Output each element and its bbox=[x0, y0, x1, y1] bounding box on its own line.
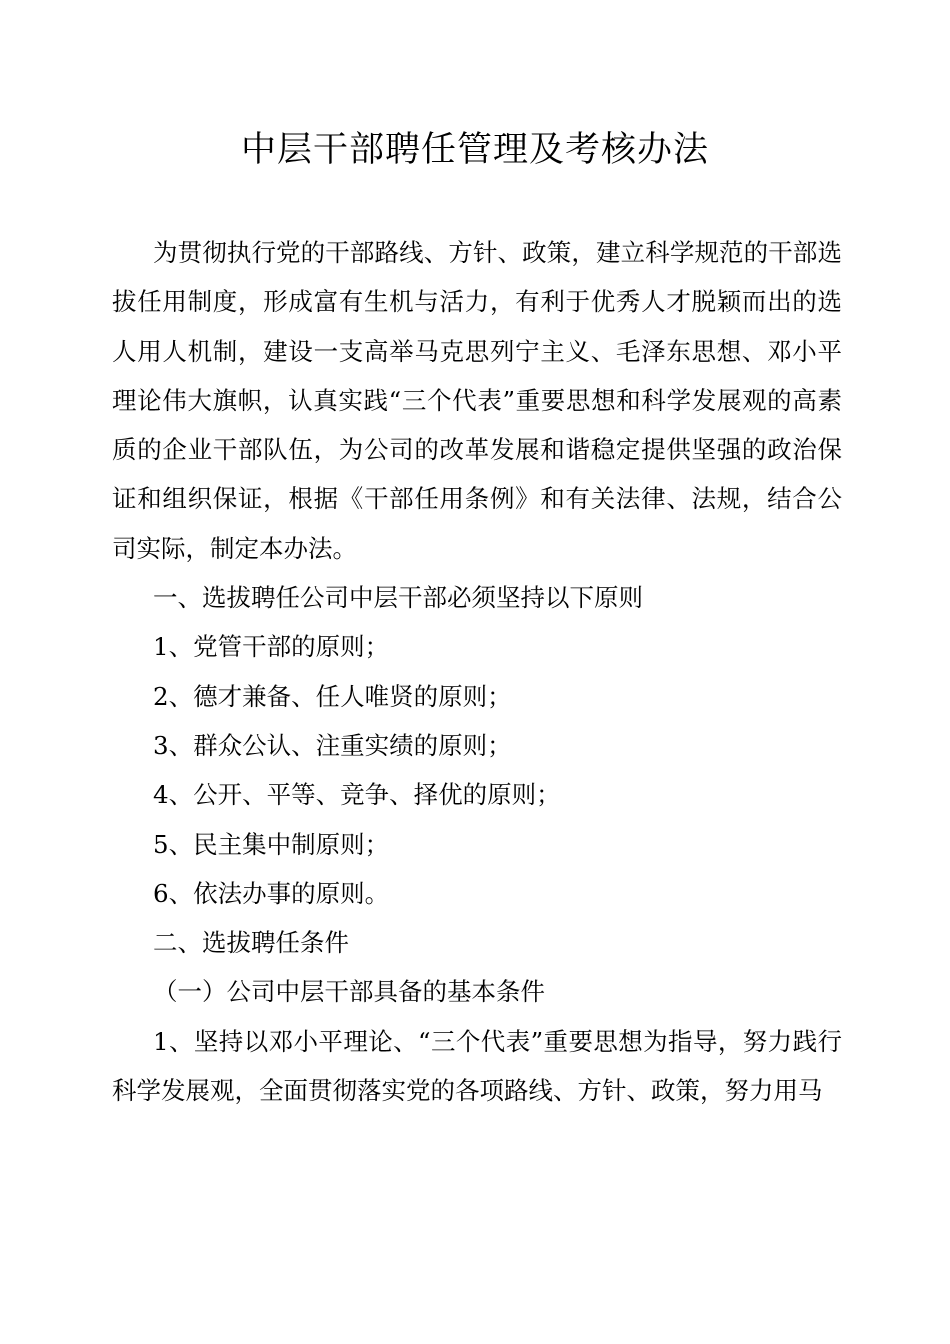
section-heading-principles: 一、选拔聘任公司中层干部必须坚持以下原则 bbox=[153, 583, 643, 613]
list-item: 4、公开、平等、竞争、择优的原则； bbox=[153, 780, 561, 810]
list-item: 5、民主集中制原则； bbox=[153, 829, 390, 859]
paragraph-intro: 为贯彻执行党的干部路线、方针、政策，建立科学规范的干部选拔任用制度，形成富有生机与活力，有利于优秀人才脱颖而出的选人用人机制，建设一支高举马克思列宁主义、毛泽东思想、邓小平理论伟大旗帜，认真实践“三个代表”重要思想和科学发展观的高素质的企业干部队伍，为公司的改革发展和谐稳定提供坚强的政治保证和组织保证，根据《干部任用条例》和有关法律、法规，结合公司实际，制定本办法。 bbox=[112, 238, 842, 563]
document-title: 中层干部聘任管理及考核办法 bbox=[240, 130, 709, 170]
subsection-heading-basic-conditions: （一）公司中层干部具备的基本条件 bbox=[153, 977, 545, 1007]
list-item: 3、群众公认、注重实绩的原则； bbox=[153, 730, 512, 760]
paragraph-condition-1: 1、坚持以邓小平理论、“三个代表”重要思想为指导，努力践行科学发展观，全面贯彻落实党的各项路线、方针、政策，努力用马 bbox=[112, 1026, 842, 1106]
section-heading-conditions: 二、选拔聘任条件 bbox=[153, 928, 349, 958]
list-item: 2、德才兼备、任人唯贤的原则； bbox=[153, 681, 512, 711]
list-item: 1、党管干部的原则； bbox=[153, 632, 390, 662]
document-body bbox=[112, 228, 842, 1115]
list-item: 6、依法办事的原则。 bbox=[153, 878, 390, 908]
